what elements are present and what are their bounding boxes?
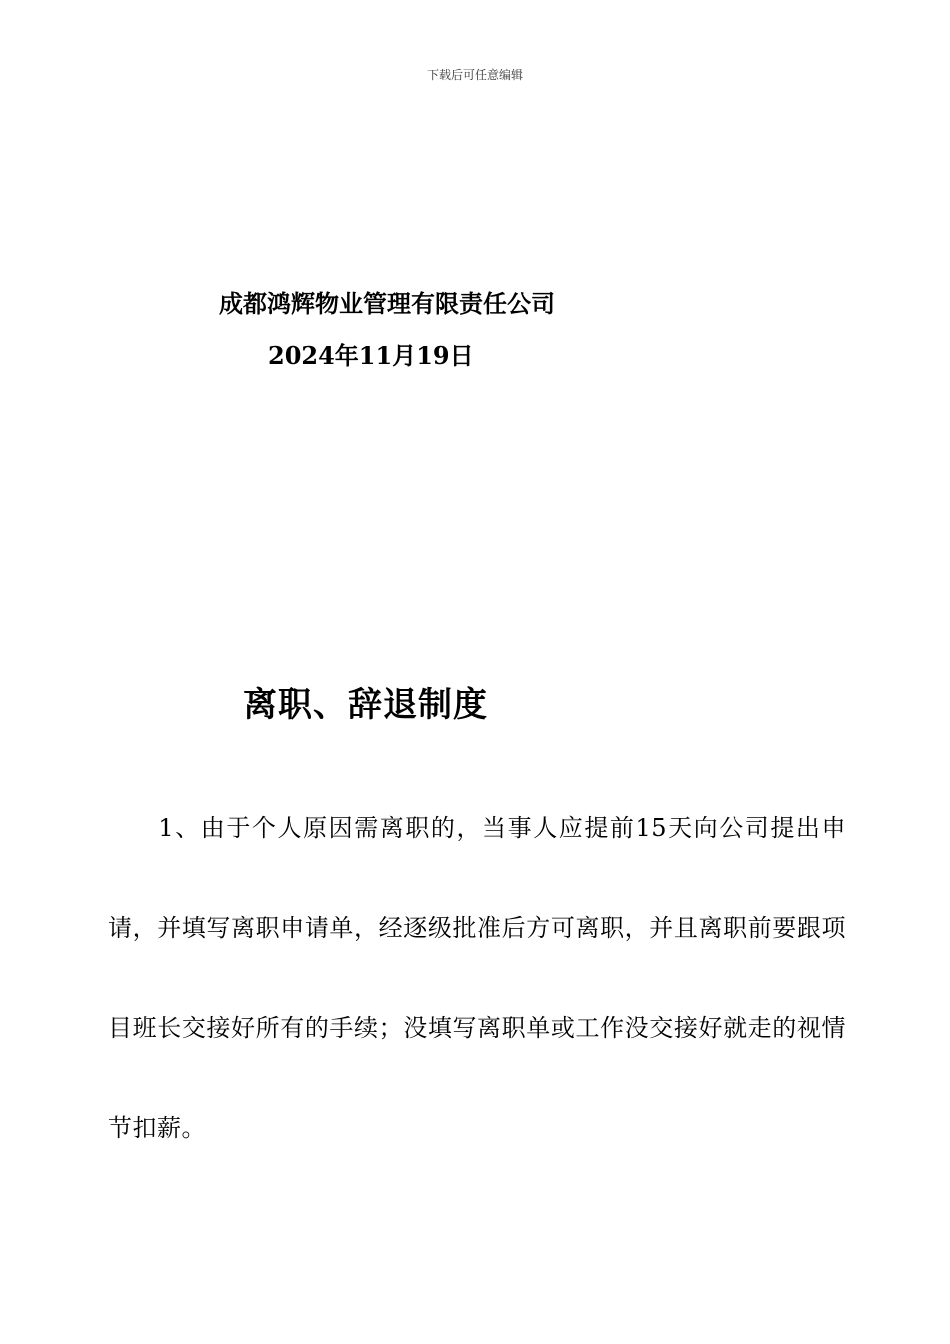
company-name: 成都鸿辉物业管理有限责任公司 xyxy=(219,289,555,318)
header-note: 下载后可任意编辑 xyxy=(426,68,523,82)
section-title: 离职、辞退制度 xyxy=(243,685,488,725)
document-date: 2024年11月19日 xyxy=(268,341,474,370)
clause-paragraph: 1、由于个人原因需离职的，当事人应提前15天向公司提出申请，并填写离职申请单，经逐级批准后方可离职，并且离职前要跟项目班长交接好所有的手续；没填写离职单或工作没交接好就走的视情节扣薪。 xyxy=(108,814,846,1142)
